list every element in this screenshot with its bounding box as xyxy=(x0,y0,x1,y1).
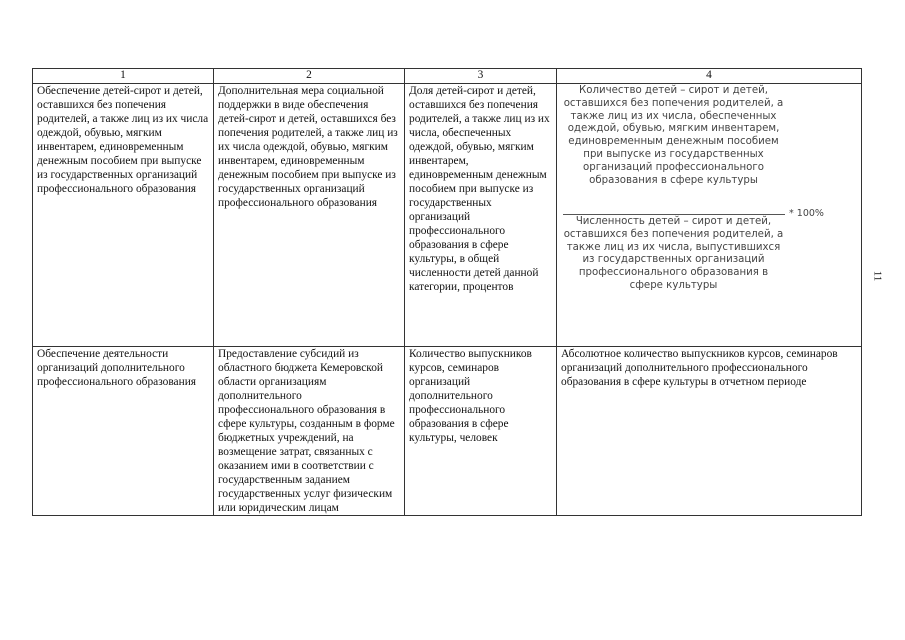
cell-measure-description: Дополнительная мера социальной поддержки в виде обеспечения детей-сирот и детей, оставшихся без попечения родителей, а также лиц из их числа одеждой, обувью, мягким инвентарем, единовременным денежным пособием при выпуске из государственных организаций профессионального образования xyxy=(214,84,405,347)
formula-denominator: Численность детей – сирот и детей, оставшихся без попечения родителей, а также лиц из их числа, выпустившихся из государственных организаций профессионального образования в сфере культуры xyxy=(563,216,784,291)
cell-indicator-name: Доля детей-сирот и детей, оставшихся без попечения родителей, а также лиц из их числа, обеспеченных одеждой, обувью, мягким инвентарем, единовременным денежным пособием при выпуске из государственных организаций профессионального образования в сфере культуры, в общей численности детей данной категории, процентов xyxy=(405,84,557,347)
cell-event-name: Обеспечение детей-сирот и детей, оставшихся без попечения родителей, а также лиц из их числа одеждой, обувью, мягким инвентарем, единовременным денежным пособием при выпуске из государственных организаций профессионального образования xyxy=(33,84,214,347)
cell-indicator-name: Количество выпускников курсов, семинаров организаций дополнительного профессионального образования в сфере культуры, человек xyxy=(405,347,557,516)
cell-event-name: Обеспечение деятельности организаций дополнительного профессионального образования xyxy=(33,347,214,516)
column-header-4: 4 xyxy=(557,69,862,84)
formula xyxy=(557,84,861,346)
column-header-3: 3 xyxy=(405,69,557,84)
column-header-1: 1 xyxy=(33,69,214,84)
fraction-line xyxy=(563,214,785,215)
column-header-2: 2 xyxy=(214,69,405,84)
page-number: 11 xyxy=(871,270,884,282)
table-row xyxy=(33,347,862,516)
cell-calculation-method: Абсолютное количество выпускников курсов, семинаров организаций дополнительного профессионального образования в сфере культуры в отчетном периоде xyxy=(557,347,862,516)
cell-calculation-method xyxy=(557,84,862,347)
indicators-table xyxy=(32,68,862,516)
cell-measure-description: Предоставление субсидий из областного бюджета Кемеровской области организациям дополнительного профессионального образования в сфере культуры, созданным в форме бюджетных учреждений, на возмещение затрат, связанных с оказанием ими в соответствии с государственным заданием государственных услуг физическим или юридическим лицам xyxy=(214,347,405,516)
table-row xyxy=(33,84,862,347)
header-row xyxy=(33,69,862,84)
formula-multiplier: * 100% xyxy=(789,208,824,219)
formula-numerator: Количество детей – сирот и детей, оставшихся без попечения родителей, а также лиц из их числа, обеспеченных одеждой, обувью, мягким инвентарем, единовременным денежным пособием при выпуске из государственных организаций профессионального образования в сфере культуры xyxy=(563,85,784,186)
